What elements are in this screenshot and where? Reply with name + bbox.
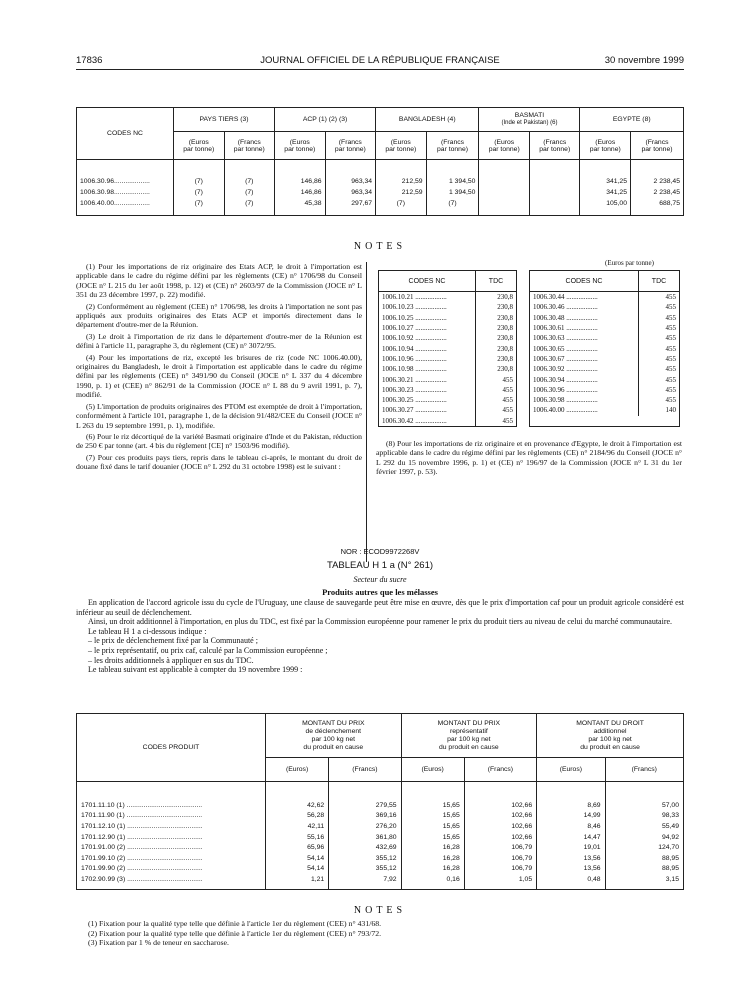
section-subtitle: Produits autres que les mélasses [322, 587, 438, 597]
tdc-value: 230,8 [476, 292, 517, 303]
tdc-code: 1006.10.96 .................. [382, 354, 447, 363]
unit-euros: (Euros par tonne) [174, 132, 225, 160]
table-cell: 102,66 [464, 821, 536, 832]
tdc-code: 1006.30.23 .................. [382, 385, 447, 394]
unit-francs: (Francs par tonne) [224, 132, 275, 160]
paragraph: Le tableau suivant est applicable à compter du 19 novembre 1999 : [88, 665, 303, 675]
table-cell: 106,79 [464, 853, 536, 864]
header-rule [76, 69, 684, 70]
table-cell: 15,65 [401, 800, 464, 811]
table-cell: 3,15 [605, 874, 683, 889]
product-code: 1701.12.10 (1) ........................................ [77, 821, 266, 832]
tdc-code: 1006.30.65 .................. [533, 344, 598, 353]
sugar-safeguard-table [76, 713, 684, 890]
unit-euros: (Euros par tonne) [376, 132, 427, 160]
table-row: 1006.30.98................... (7) (7) 146,86 963,34 212,59 1 394,50 341,25 2 238,45 [77, 187, 684, 198]
tdc-value: 455 [639, 343, 680, 353]
tdc-code: 1006.10.23 .................. [382, 303, 447, 312]
table-cell: 94,92 [605, 832, 683, 843]
tdc-value: 455 [639, 313, 680, 323]
unit-francs: (Francs) [329, 758, 401, 782]
table-cell: 54,14 [266, 853, 329, 864]
table-cell: 56,28 [266, 811, 329, 822]
note-5: (5) L'importation de produits originaires des PTOM est exemptée de droit à l'importation, conformément à l'article 101, paragraphe 1, de la décision 91/482/CEE du Conseil (JOCE n° L 263 du 19 septembre 1991, p. 1), modifiée. [76, 401, 362, 430]
note-6: (6) Pour le riz décortiqué de la variété Basmati originaire d'Inde et du Pakistan, réduction de 250 € par tonne (art. 4 bis du règlement [CE] n° 1503/96 modifié). [76, 431, 362, 451]
table-row [530, 292, 679, 303]
table-cell: 14,99 [537, 811, 605, 822]
tdc-value: 455 [476, 385, 517, 395]
table-cell: 361,80 [329, 832, 401, 843]
table-row [77, 853, 684, 864]
tdc-code: 1006.10.27 .................. [382, 324, 447, 333]
unit-euros: (Euros par tonne) [580, 132, 631, 160]
tdc-code: 1006.40.00 .................. [533, 406, 598, 415]
list-item: – les droits additionnels à appliquer en sus du TDC. [88, 655, 254, 665]
table-cell: 8,46 [537, 821, 605, 832]
table-cell: 16,28 [401, 864, 464, 875]
table-row [77, 811, 684, 822]
tdc-code: 1006.30.27 .................. [382, 406, 447, 415]
table-row [379, 292, 516, 303]
col-codes-nc: CODES NC [77, 108, 174, 160]
body-text [76, 598, 684, 675]
tdc-value: 230,8 [476, 354, 517, 364]
table-cell: 369,16 [329, 811, 401, 822]
group-acp: ACP (1) (2) (3) [275, 108, 376, 132]
table-cell: 8,69 [537, 800, 605, 811]
table-row [530, 385, 679, 395]
table-cell: 7,92 [329, 874, 401, 889]
product-code: 1701.99.90 (2) ........................................ [77, 864, 266, 875]
unit-euros: (Euros) [266, 758, 329, 782]
paragraph: Ainsi, un droit additionnel à l'importation, en plus du TDC, est fixé par la Commission européenne pour ramener le prix du produit tiers au niveau de celui du marché communautaire. [88, 617, 673, 627]
table-cell: 15,65 [401, 821, 464, 832]
tdc-value: 230,8 [476, 333, 517, 343]
tdc-value: 455 [639, 292, 680, 303]
group-bangladesh: BANGLADESH (4) [376, 108, 479, 132]
unit-euros: (Euros par tonne) [479, 132, 530, 160]
tdc-code: 1006.30.63 .................. [533, 334, 598, 343]
unit-francs: (Francs par tonne) [426, 132, 479, 160]
paragraph: En application de l'accord agricole issu du cycle de l'Uruguay, une clause de sauvegarde peut être mise en œuvre, dès que le prix d'importation caf pour un produit agricole considéré est inférieur au seuil de déclenchement. [76, 598, 684, 617]
tdc-code: 1006.30.21 .................. [382, 375, 447, 384]
unit-francs: (Francs par tonne) [529, 132, 580, 160]
note-1: (1) Pour les importations de riz originaire des Etats ACP, le droit à l'importation est applicable dans le cadre du régime défini par les règlements (CE) n° 1706/98 du Conseil (JOCE n° L 215 du 1er août 1998, p. 12) et (CE) n° 2603/97 de la Commission (JOCE n° L 351 du 23 décembre 1997, p. 22) modifié. [76, 262, 362, 300]
table-cell: 65,96 [266, 842, 329, 853]
product-code: 1701.91.00 (2) ........................................ [77, 842, 266, 853]
tdc-value: 455 [639, 323, 680, 333]
tdc-code: 1006.30.92 .................. [533, 365, 598, 374]
tdc-value: 455 [476, 416, 517, 426]
table-row [379, 343, 516, 353]
table-cell: 0,16 [401, 874, 464, 889]
table-row [530, 405, 679, 415]
tdc-code: 1006.30.96 .................. [533, 385, 598, 394]
table-cell: 355,12 [329, 864, 401, 875]
group-pays-tiers: PAYS TIERS (3) [174, 108, 275, 132]
column-divider [366, 262, 367, 562]
unit-euros: (Euros) [537, 758, 605, 782]
notes-title: NOTES [353, 241, 407, 252]
table-cell: 106,79 [464, 864, 536, 875]
table-cell: 102,66 [464, 832, 536, 843]
tdc-table-right: CODES NC TDC 1006.30.44 .................. 455 1006.30.46 .................. 455 1006.30.48 .................. 455 1006.30.61 .................. 455 1006.30.63 .................. 455 1006.30.65 .................. 455 1006.30.67 .................. 455 1006.30.92 .................. 455 1006.30.94 .................. 455 1006.30.96 .................. 455 1006.30.98 .................. 455 1006.40.00 .................. 140 [529, 270, 680, 427]
table-cell: 14,47 [537, 832, 605, 843]
table-cell: 16,28 [401, 853, 464, 864]
table-row [77, 864, 684, 875]
table-cell: 88,95 [605, 853, 683, 864]
tdc-value: 455 [639, 374, 680, 384]
issue-date: 30 novembre 1999 [604, 55, 684, 66]
note-8: (8) Pour les importations de riz originaire et en provenance d'Egypte, le droit à l'importation est applicable dans le cadre du régime défini par les règlements (CE) n° 2184/96 du Conseil (JOCE n° L 292 du 15 novembre 1996, p. 1) et (CE) n° 196/97 de la Commission (JOCE n° L 31 du 1er février 1997, p. 53). [376, 438, 682, 477]
unit-euros: (Euros par tonne) [275, 132, 326, 160]
table-cell: 102,66 [464, 800, 536, 811]
tdc-table-left: CODES NC TDC 1006.10.21 .................. 230,8 1006.10.23 .................. 230,8 1006.10.25 .................. 230,8 1006.10.27 .................. 230,8 1006.10.92 .................. 230,8 1006.10.94 .................. 230,8 1006.10.96 .................. 230,8 1006.10.98 .................. 230,8 1006.30.21 .................. 455 1006.30.23 .................. 455 1006.30.25 .................. 455 1006.30.27 .................. 455 1006.30.42 .................. 455 [378, 270, 517, 427]
note-item: (3) Fixation par 1 % de teneur en saccharose. [88, 938, 229, 947]
tdc-code: 1006.10.98 .................. [382, 365, 447, 374]
table-row [77, 832, 684, 843]
note-2: (2) Conformément au règlement (CEE) n° 1706/98, les droits à l'importation ne sont pas appliqués aux produits originaires des Etats ACP et importés directement dans le département d'outre-mer de la Réunion. [76, 301, 362, 330]
tdc-code: 1006.30.67 .................. [533, 354, 598, 363]
tdc-value: 455 [639, 333, 680, 343]
page-header [76, 55, 684, 69]
table-row [379, 395, 516, 405]
table-row [530, 333, 679, 343]
tdc-value: 140 [639, 405, 680, 415]
table-row [77, 874, 684, 889]
tdc-code: 1006.30.48 .................. [533, 313, 598, 322]
table-row [379, 364, 516, 374]
tdc-value: 455 [639, 354, 680, 364]
table-row: 1006.30.96................... (7) (7) 146,86 963,34 212,59 1 394,50 341,25 2 238,45 [77, 176, 684, 187]
table-row [77, 842, 684, 853]
table-cell: 102,66 [464, 811, 536, 822]
tdc-unit: (Euros par tonne) [605, 259, 654, 267]
tdc-code: 1006.30.44 .................. [533, 293, 598, 302]
table-cell: 55,16 [266, 832, 329, 843]
product-code: 1702.90.99 (3) ........................................ [77, 874, 266, 889]
table-row [379, 385, 516, 395]
table-row [530, 343, 679, 353]
tdc-code: 1006.30.46 .................. [533, 303, 598, 312]
tdc-value: 230,8 [476, 302, 517, 312]
table-row [379, 333, 516, 343]
table-cell: 15,65 [401, 832, 464, 843]
table-row [530, 374, 679, 384]
table-row [379, 323, 516, 333]
tdc-value: 230,8 [476, 313, 517, 323]
unit-francs: (Francs par tonne) [325, 132, 376, 160]
table-cell: 42,11 [266, 821, 329, 832]
list-item: – le prix de déclenchement fixé par la Communauté ; [88, 636, 258, 646]
table-cell: 432,69 [329, 842, 401, 853]
group-egypte: EGYPTE (8) [580, 108, 684, 132]
tdc-value: 455 [639, 364, 680, 374]
table-cell: 98,33 [605, 811, 683, 822]
product-code: 1701.12.90 (1) ........................................ [77, 832, 266, 843]
table-row [379, 374, 516, 384]
table-cell: 1,05 [464, 874, 536, 889]
tdc-code: 1006.30.94 .................. [533, 375, 598, 384]
table-cell: 106,79 [464, 842, 536, 853]
table-row [530, 364, 679, 374]
tdc-value: 455 [639, 302, 680, 312]
group-basmati: BASMATI (Inde et Pakistan) (6) [479, 108, 580, 132]
tdc-code: 1006.30.25 .................. [382, 396, 447, 405]
table-row [379, 405, 516, 415]
table-cell: 55,49 [605, 821, 683, 832]
note-item: (2) Fixation pour la qualité type telle que définie à l'article 1er du règlement (CEE) n° 793/72. [88, 928, 382, 938]
unit-francs: (Francs) [464, 758, 536, 782]
table-cell: 57,00 [605, 800, 683, 811]
group-droit-additionnel: MONTANT DU DROIT additionnel par 100 kg net du produit en cause [537, 714, 684, 758]
note-item: (1) Fixation pour la qualité type telle que définie à l'article 1er du règlement (CEE) n° 431/68. [88, 919, 382, 928]
table-row [77, 800, 684, 811]
unit-francs: (Francs par tonne) [631, 132, 684, 160]
note-3: (3) Le droit à l'importation de riz dans le département d'outre-mer de la Réunion est défini à l'article 11, paragraphe 3, du règlement (CE) n° 3072/95. [76, 331, 362, 351]
table-row [379, 354, 516, 364]
group-prix-declenchement: MONTANT DU PRIX de déclenchement par 100 kg net du produit en cause [266, 714, 402, 758]
tdc-value: 455 [476, 395, 517, 405]
group-prix-representatif: MONTANT DU PRIX représentatif par 100 kg net du produit en cause [401, 714, 537, 758]
tdc-value: 230,8 [476, 343, 517, 353]
table-cell: 13,56 [537, 853, 605, 864]
notes-right-column [376, 259, 682, 478]
tdc-code: 1006.30.42 .................. [382, 416, 447, 425]
table-cell: 124,70 [605, 842, 683, 853]
table-cell: 15,65 [401, 811, 464, 822]
sector-title: Secteur du sucre [353, 575, 407, 584]
unit-francs: (Francs) [605, 758, 683, 782]
table-cell: 13,56 [537, 864, 605, 875]
page-number: 17836 [76, 55, 103, 66]
table-cell: 19,01 [537, 842, 605, 853]
tdc-value: 455 [639, 395, 680, 405]
notes-title-2: NOTES [353, 905, 407, 916]
table-cell: 42,62 [266, 800, 329, 811]
table-cell: 279,55 [329, 800, 401, 811]
tdc-value: 230,8 [476, 323, 517, 333]
journal-title: JOURNAL OFFICIEL DE LA RÉPUBLIQUE FRANÇAISE [260, 55, 500, 66]
tdc-value: 455 [476, 374, 517, 384]
tdc-code: 1006.10.25 .................. [382, 313, 447, 322]
table-row [379, 416, 516, 426]
table-row [530, 323, 679, 333]
tdc-value: 455 [476, 405, 517, 415]
tdc-table [378, 270, 682, 427]
tdc-code: 1006.10.21 .................. [382, 293, 447, 302]
unit-euros: (Euros) [401, 758, 464, 782]
tableau-title: TABLEAU H 1 a (N° 261) [326, 560, 434, 571]
nor-reference: NOR : ECOD9972268V [340, 547, 420, 556]
tdc-code: 1006.10.94 .................. [382, 344, 447, 353]
list-item: – le prix représentatif, ou prix caf, calculé par la Commission européenne ; [88, 645, 328, 655]
paragraph: Le tableau H 1 a ci-dessous indique : [88, 626, 207, 636]
tdc-code: 1006.30.61 .................. [533, 324, 598, 333]
table-row [530, 395, 679, 405]
notes-sugar [76, 919, 684, 948]
tdc-code: 1006.30.98 .................. [533, 396, 598, 405]
product-code: 1701.11.10 (1) ........................................ [77, 800, 266, 811]
table-cell: 276,20 [329, 821, 401, 832]
tdc-value: 455 [639, 385, 680, 395]
note-7: (7) Pour ces produits pays tiers, repris dans le tableau ci-après, le montant du droit de douane fixé dans le tarif douanier (JOCE n° L 292 du 31 octobre 1998) est le suivant : [76, 452, 362, 472]
product-code: 1701.99.10 (2) ........................................ [77, 853, 266, 864]
table-cell: 1,21 [266, 874, 329, 889]
table-row [530, 302, 679, 312]
note-4: (4) Pour les importations de riz, excepté les brisures de riz (code NC 1006.40.00), originaires du Bangladesh, le droit à l'importation est applicable dans le cadre du régime défini par les règlements (CEE) n° 3491/90 du Conseil (JOCE n° L 337 du 4 décembre 1990, p. 1) et (CEE) n° 862/91 de la Commission (JOCE n° L 88 du 9 avril 1991, p. 7), modifié. [76, 352, 362, 400]
rice-duty-table [76, 107, 684, 216]
table-row [530, 354, 679, 364]
table-cell: 16,28 [401, 842, 464, 853]
notes-left-column [76, 262, 362, 474]
table-row [77, 821, 684, 832]
table-row [379, 313, 516, 323]
product-code: 1701.11.90 (1) ........................................ [77, 811, 266, 822]
table-row [379, 302, 516, 312]
table-row: 1006.40.00................... (7) (7) 45,38 297,67 (7) (7) 105,00 688,75 [77, 198, 684, 216]
table-cell: 88,95 [605, 864, 683, 875]
table-cell: 355,12 [329, 853, 401, 864]
tdc-code: 1006.10.92 .................. [382, 334, 447, 343]
tdc-value: 230,8 [476, 364, 517, 374]
col-codes-produit: CODES PRODUIT [77, 714, 266, 782]
table-cell: 54,14 [266, 864, 329, 875]
table-row [530, 313, 679, 323]
table-cell: 0,48 [537, 874, 605, 889]
